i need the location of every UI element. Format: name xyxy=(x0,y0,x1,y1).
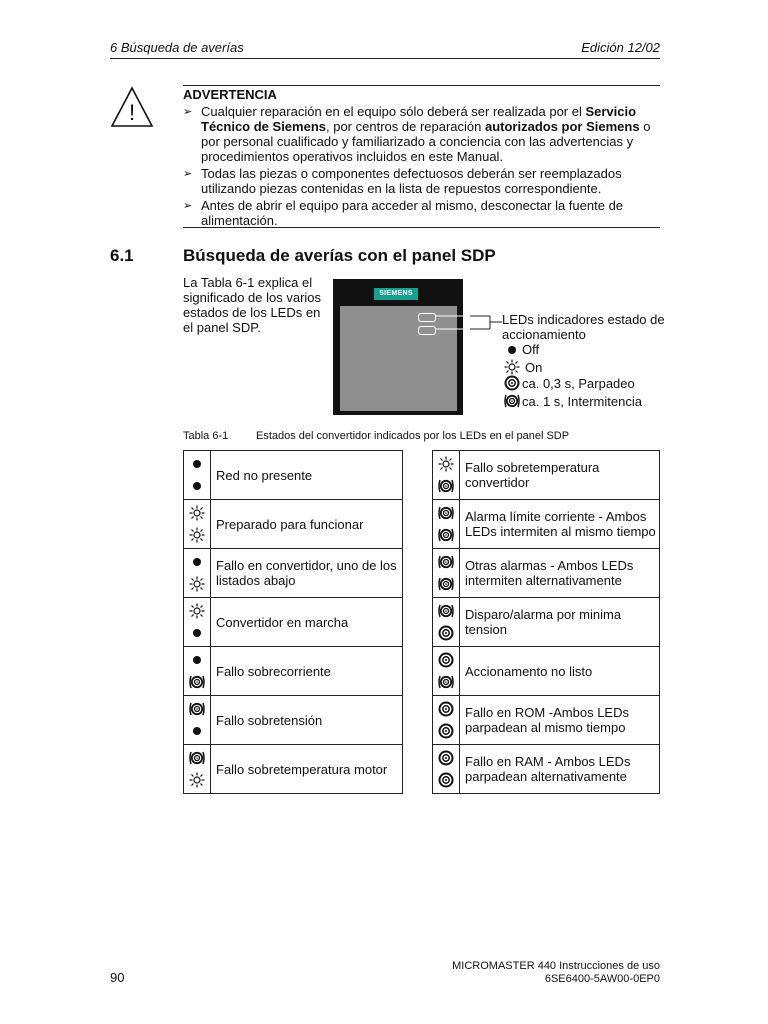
led-state-description: Red no presente xyxy=(211,451,403,500)
led-state-cell xyxy=(184,598,211,647)
warning-text: , por centros de reparación xyxy=(326,119,485,134)
led-state-cell xyxy=(184,745,211,794)
led-states-table-right xyxy=(432,450,660,794)
table-caption-text: Estados del convertidor indicados por los LEDs en el panel SDP xyxy=(256,430,570,442)
page-number: 90 xyxy=(110,970,125,985)
table-caption-label: Tabla 6-1 xyxy=(183,430,229,442)
led-state-description: Accionamento no listo xyxy=(460,647,660,696)
led-state-cell xyxy=(433,745,460,794)
table-row xyxy=(184,696,403,745)
led-blink-icon xyxy=(437,624,455,642)
led-blink-icon xyxy=(437,771,455,789)
warning-item xyxy=(183,166,661,196)
siemens-logo: SIEMENS xyxy=(374,288,418,300)
led-state-description: Preparado para funcionar xyxy=(211,500,403,549)
led-blink-icon xyxy=(437,722,455,740)
header-chapter: 6 Búsqueda de averías xyxy=(110,40,244,55)
led-flash-icon xyxy=(437,575,455,593)
led-off-icon xyxy=(188,477,206,495)
legend-off: Off xyxy=(502,342,539,357)
led-state-cell xyxy=(433,647,460,696)
led-on-icon xyxy=(437,455,455,473)
section-title: Búsqueda de averías con el panel SDP xyxy=(183,246,496,265)
led-callout-lines xyxy=(434,312,504,336)
warning-title: ADVERTENCIA xyxy=(183,87,277,102)
led-state-description: Fallo sobretensión xyxy=(211,696,403,745)
table-row xyxy=(184,598,403,647)
led-off-icon xyxy=(188,651,206,669)
led-flash-icon xyxy=(437,673,455,691)
led-off-icon xyxy=(188,624,206,642)
led-blink-icon xyxy=(502,375,522,391)
header-edition: Edición 12/02 xyxy=(581,40,660,55)
led-state-description: Otras alarmas - Ambos LEDs intermiten alternativamente xyxy=(460,549,660,598)
table-row xyxy=(184,647,403,696)
arrow-bullet-icon: ➢ xyxy=(183,200,193,212)
led-flash-icon xyxy=(437,504,455,522)
arrow-bullet-icon: ➢ xyxy=(183,106,193,118)
led-flash-icon xyxy=(188,673,206,691)
led-off-icon xyxy=(188,455,206,473)
section-number: 6.1 xyxy=(110,246,134,265)
led-state-cell xyxy=(433,598,460,647)
led-flash-icon xyxy=(502,392,522,410)
led-on-icon xyxy=(188,575,206,593)
led-state-description: Fallo en ROM -Ambos LEDs parpadean al mismo tiempo xyxy=(460,696,660,745)
led-state-cell xyxy=(433,451,460,500)
led-state-description: Fallo sobretemperatura motor xyxy=(211,745,403,794)
svg-text:!: ! xyxy=(128,100,136,125)
led-state-cell xyxy=(184,451,211,500)
led-on-icon xyxy=(188,504,206,522)
led-flash-icon xyxy=(437,602,455,620)
table-row xyxy=(433,549,660,598)
led-on-icon xyxy=(188,526,206,544)
table-row xyxy=(184,451,403,500)
led-legend-title: LEDs indicadores estado de accionamiento xyxy=(502,312,665,342)
led-blink-icon xyxy=(437,651,455,669)
led-state-cell xyxy=(184,549,211,598)
led-state-description: Fallo sobretemperatura convertidor xyxy=(460,451,660,500)
intro-paragraph: La Tabla 6-1 explica el significado de los varios estados de los LEDs en el panel SDP. xyxy=(183,275,322,335)
legend-on: On xyxy=(502,359,542,375)
led-blink-icon xyxy=(437,700,455,718)
header-rule xyxy=(110,58,660,59)
led-state-cell xyxy=(184,696,211,745)
table-row xyxy=(184,745,403,794)
footer-product: MICROMASTER 440 Instrucciones de uso xyxy=(452,960,660,972)
led-off-icon xyxy=(502,344,522,356)
led-off-icon xyxy=(188,722,206,740)
led-state-cell xyxy=(184,647,211,696)
warning-bold-text: Servicio Técnico de Siemens xyxy=(201,104,637,134)
led-state-description: Fallo en RAM - Ambos LEDs parpadean alternativamente xyxy=(460,745,660,794)
led-state-description: Fallo sobrecorriente xyxy=(211,647,403,696)
warning-list xyxy=(183,104,661,230)
footer-code: 6SE6400-5AW00-0EP0 xyxy=(544,973,660,985)
warning-text: Antes de abrir el equipo para acceder al mismo, desconectar la fuente de alimentación. xyxy=(201,198,624,228)
led-state-cell xyxy=(433,500,460,549)
warning-text: Todas las piezas o componentes defectuosos deberán ser reemplazados utilizando piezas contenidas en la lista de repuestos correspondiente. xyxy=(201,166,622,196)
led-flash-icon xyxy=(188,700,206,718)
warning-item xyxy=(183,198,661,228)
led-off-icon xyxy=(188,553,206,571)
warning-text: Cualquier reparación en el equipo sólo deberá ser realizada por el xyxy=(201,104,586,119)
table-row xyxy=(184,500,403,549)
arrow-bullet-icon: ➢ xyxy=(183,168,193,180)
led-on-icon xyxy=(188,602,206,620)
led-on-icon xyxy=(502,359,522,375)
warning-item xyxy=(183,104,661,164)
led-flash-icon xyxy=(188,749,206,767)
warning-bold-text: autorizados por Siemens xyxy=(484,119,640,134)
table-row xyxy=(433,598,660,647)
warning-icon xyxy=(110,86,154,133)
led-state-cell xyxy=(433,549,460,598)
warning-bottom-rule xyxy=(183,227,660,228)
led-state-cell xyxy=(433,696,460,745)
led-on-icon xyxy=(188,771,206,789)
led-state-description: Fallo en convertidor, uno de los listados abajo xyxy=(211,549,403,598)
led-blink-icon xyxy=(437,749,455,767)
table-row xyxy=(184,549,403,598)
table-row xyxy=(433,451,660,500)
table-row xyxy=(433,500,660,549)
led-flash-icon xyxy=(437,526,455,544)
legend-flash: ca. 1 s, Intermitencia xyxy=(502,392,642,410)
led-state-description: Convertidor en marcha xyxy=(211,598,403,647)
table-row xyxy=(433,696,660,745)
warning-top-rule xyxy=(183,85,660,86)
led-states-table-left xyxy=(183,450,403,794)
table-row xyxy=(433,745,660,794)
led-flash-icon xyxy=(437,553,455,571)
led-state-description: Disparo/alarma por minima tension xyxy=(460,598,660,647)
legend-blink: ca. 0,3 s, Parpadeo xyxy=(502,375,635,391)
warning-text: o por personal cualificado y familiarizado a conciencia con las advertencias y procedimientos operativos incluidos en este Manual. xyxy=(201,119,651,164)
led-state-cell xyxy=(184,500,211,549)
led-flash-icon xyxy=(437,477,455,495)
table-row xyxy=(433,647,660,696)
led-state-description: Alarma límite corriente - Ambos LEDs intermiten al mismo tiempo xyxy=(460,500,660,549)
